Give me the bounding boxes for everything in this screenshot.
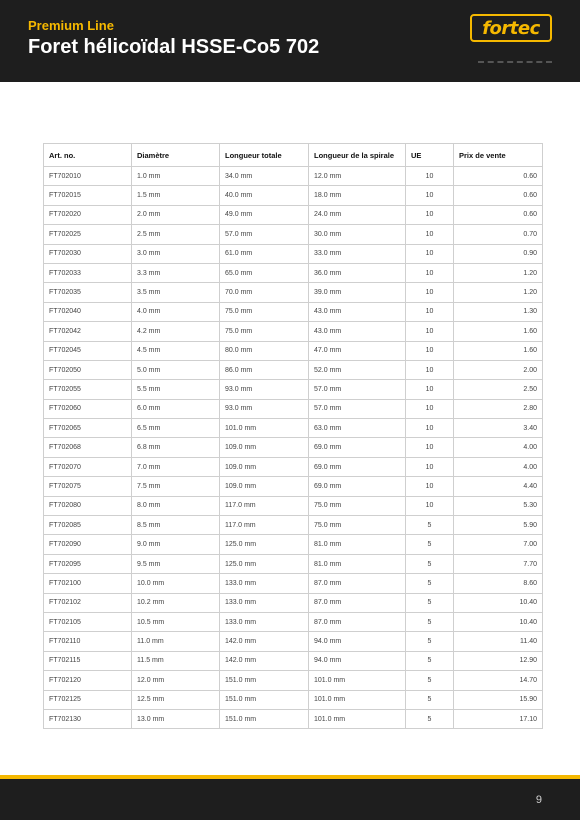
cell-ue: 10 [406, 477, 454, 496]
cell-diameter: 11.5 mm [132, 651, 220, 670]
page-number: 9 [535, 794, 542, 806]
cell-ue: 10 [406, 438, 454, 457]
cell-total-length: 70.0 mm [220, 283, 309, 302]
cell-total-length: 142.0 mm [220, 651, 309, 670]
cell-price: 10.40 [454, 612, 543, 631]
cell-ue: 10 [406, 205, 454, 224]
page-footer [0, 779, 580, 820]
cell-price: 1.20 [454, 263, 543, 282]
table-row [44, 399, 543, 418]
table-row [44, 186, 543, 205]
cell-flute-length: 47.0 mm [309, 341, 406, 360]
table-row [44, 341, 543, 360]
brand-logo: fortec [470, 14, 552, 42]
cell-flute-length: 43.0 mm [309, 302, 406, 321]
cell-art-no: FT702080 [44, 496, 132, 515]
cell-art-no: FT702075 [44, 477, 132, 496]
cell-flute-length: 12.0 mm [309, 167, 406, 186]
cell-price: 0.90 [454, 244, 543, 263]
cell-price: 17.10 [454, 709, 543, 728]
cell-price: 1.30 [454, 302, 543, 321]
cell-diameter: 9.0 mm [132, 535, 220, 554]
cell-total-length: 80.0 mm [220, 341, 309, 360]
cell-flute-length: 101.0 mm [309, 671, 406, 690]
cell-flute-length: 75.0 mm [309, 516, 406, 535]
cell-diameter: 1.0 mm [132, 167, 220, 186]
cell-diameter: 3.3 mm [132, 263, 220, 282]
cell-total-length: 117.0 mm [220, 496, 309, 515]
cell-diameter: 13.0 mm [132, 709, 220, 728]
cell-diameter: 12.0 mm [132, 671, 220, 690]
table-row [44, 516, 543, 535]
table-row [44, 574, 543, 593]
cell-art-no: FT702025 [44, 225, 132, 244]
cell-diameter: 4.0 mm [132, 302, 220, 321]
cell-ue: 10 [406, 341, 454, 360]
table-row [44, 380, 543, 399]
cell-ue: 10 [406, 302, 454, 321]
column-header-diameter: Diamètre [132, 144, 220, 167]
cell-price: 1.20 [454, 283, 543, 302]
cell-price: 15.90 [454, 690, 543, 709]
cell-ue: 10 [406, 380, 454, 399]
cell-price: 0.70 [454, 225, 543, 244]
cell-art-no: FT702060 [44, 399, 132, 418]
cell-diameter: 11.0 mm [132, 632, 220, 651]
cell-ue: 5 [406, 651, 454, 670]
price-table [43, 143, 543, 729]
table-row [44, 360, 543, 379]
logo-underline-decoration [478, 61, 552, 65]
cell-flute-length: 24.0 mm [309, 205, 406, 224]
cell-diameter: 7.0 mm [132, 457, 220, 476]
cell-flute-length: 75.0 mm [309, 496, 406, 515]
cell-price: 4.00 [454, 457, 543, 476]
table-row [44, 438, 543, 457]
table-row [44, 477, 543, 496]
cell-total-length: 34.0 mm [220, 167, 309, 186]
cell-flute-length: 30.0 mm [309, 225, 406, 244]
cell-diameter: 4.2 mm [132, 322, 220, 341]
cell-art-no: FT702102 [44, 593, 132, 612]
cell-ue: 10 [406, 399, 454, 418]
cell-diameter: 12.5 mm [132, 690, 220, 709]
table-row [44, 593, 543, 612]
cell-ue: 10 [406, 186, 454, 205]
cell-price: 1.60 [454, 322, 543, 341]
cell-flute-length: 101.0 mm [309, 690, 406, 709]
column-header-price: Prix de vente [454, 144, 543, 167]
cell-diameter: 6.8 mm [132, 438, 220, 457]
cell-price: 4.40 [454, 477, 543, 496]
table-row [44, 612, 543, 631]
cell-flute-length: 57.0 mm [309, 399, 406, 418]
cell-flute-length: 87.0 mm [309, 593, 406, 612]
cell-diameter: 9.5 mm [132, 554, 220, 573]
table-row [44, 632, 543, 651]
cell-ue: 5 [406, 612, 454, 631]
cell-flute-length: 81.0 mm [309, 535, 406, 554]
cell-price: 7.00 [454, 535, 543, 554]
cell-flute-length: 81.0 mm [309, 554, 406, 573]
cell-diameter: 3.0 mm [132, 244, 220, 263]
cell-total-length: 75.0 mm [220, 322, 309, 341]
cell-art-no: FT702065 [44, 419, 132, 438]
cell-total-length: 40.0 mm [220, 186, 309, 205]
cell-art-no: FT702015 [44, 186, 132, 205]
cell-price: 14.70 [454, 671, 543, 690]
cell-diameter: 6.5 mm [132, 419, 220, 438]
table-body [44, 167, 543, 729]
cell-flute-length: 101.0 mm [309, 709, 406, 728]
cell-art-no: FT702085 [44, 516, 132, 535]
table-row [44, 263, 543, 282]
cell-total-length: 93.0 mm [220, 380, 309, 399]
cell-total-length: 133.0 mm [220, 593, 309, 612]
cell-flute-length: 63.0 mm [309, 419, 406, 438]
table-row [44, 671, 543, 690]
cell-diameter: 7.5 mm [132, 477, 220, 496]
cell-art-no: FT702125 [44, 690, 132, 709]
cell-ue: 10 [406, 419, 454, 438]
cell-diameter: 8.0 mm [132, 496, 220, 515]
cell-diameter: 10.5 mm [132, 612, 220, 631]
cell-total-length: 49.0 mm [220, 205, 309, 224]
cell-price: 4.00 [454, 438, 543, 457]
cell-total-length: 93.0 mm [220, 399, 309, 418]
cell-ue: 5 [406, 671, 454, 690]
cell-ue: 5 [406, 690, 454, 709]
cell-art-no: FT702115 [44, 651, 132, 670]
product-line-label: Premium Line [28, 18, 114, 33]
table-row [44, 167, 543, 186]
cell-ue: 5 [406, 535, 454, 554]
table-row [44, 496, 543, 515]
cell-ue: 5 [406, 574, 454, 593]
cell-ue: 10 [406, 244, 454, 263]
cell-art-no: FT702040 [44, 302, 132, 321]
cell-ue: 10 [406, 496, 454, 515]
cell-art-no: FT702050 [44, 360, 132, 379]
table-row [44, 205, 543, 224]
cell-ue: 5 [406, 709, 454, 728]
cell-price: 2.50 [454, 380, 543, 399]
cell-price: 11.40 [454, 632, 543, 651]
column-header-ue: UE [406, 144, 454, 167]
cell-ue: 10 [406, 263, 454, 282]
table-header-row [44, 144, 543, 167]
cell-diameter: 2.0 mm [132, 205, 220, 224]
page-header [0, 0, 580, 82]
cell-flute-length: 87.0 mm [309, 612, 406, 631]
cell-art-no: FT702068 [44, 438, 132, 457]
cell-diameter: 4.5 mm [132, 341, 220, 360]
cell-flute-length: 18.0 mm [309, 186, 406, 205]
cell-total-length: 109.0 mm [220, 457, 309, 476]
cell-price: 8.60 [454, 574, 543, 593]
cell-flute-length: 33.0 mm [309, 244, 406, 263]
cell-diameter: 10.2 mm [132, 593, 220, 612]
table-row [44, 709, 543, 728]
cell-total-length: 57.0 mm [220, 225, 309, 244]
cell-total-length: 133.0 mm [220, 574, 309, 593]
cell-ue: 5 [406, 554, 454, 573]
cell-diameter: 6.0 mm [132, 399, 220, 418]
cell-total-length: 125.0 mm [220, 554, 309, 573]
cell-diameter: 1.5 mm [132, 186, 220, 205]
cell-art-no: FT702120 [44, 671, 132, 690]
cell-total-length: 61.0 mm [220, 244, 309, 263]
column-header-total-length: Longueur totale [220, 144, 309, 167]
cell-flute-length: 36.0 mm [309, 263, 406, 282]
cell-flute-length: 69.0 mm [309, 477, 406, 496]
cell-total-length: 86.0 mm [220, 360, 309, 379]
table-row [44, 322, 543, 341]
page-title: Foret hélicoïdal HSSE-Co5 702 [28, 36, 320, 58]
cell-art-no: FT702095 [44, 554, 132, 573]
table-row [44, 457, 543, 476]
cell-ue: 10 [406, 283, 454, 302]
cell-total-length: 75.0 mm [220, 302, 309, 321]
cell-diameter: 2.5 mm [132, 225, 220, 244]
cell-art-no: FT702070 [44, 457, 132, 476]
cell-diameter: 3.5 mm [132, 283, 220, 302]
table-row [44, 554, 543, 573]
cell-flute-length: 43.0 mm [309, 322, 406, 341]
table-row [44, 225, 543, 244]
cell-price: 5.90 [454, 516, 543, 535]
table-row [44, 535, 543, 554]
cell-total-length: 65.0 mm [220, 263, 309, 282]
cell-flute-length: 69.0 mm [309, 457, 406, 476]
cell-total-length: 109.0 mm [220, 438, 309, 457]
cell-total-length: 151.0 mm [220, 709, 309, 728]
cell-total-length: 125.0 mm [220, 535, 309, 554]
table-row [44, 244, 543, 263]
cell-flute-length: 57.0 mm [309, 380, 406, 399]
cell-art-no: FT702130 [44, 709, 132, 728]
table-row [44, 419, 543, 438]
cell-price: 2.00 [454, 360, 543, 379]
cell-art-no: FT702110 [44, 632, 132, 651]
cell-price: 1.60 [454, 341, 543, 360]
cell-art-no: FT702055 [44, 380, 132, 399]
cell-total-length: 109.0 mm [220, 477, 309, 496]
column-header-flute-length: Longueur de la spirale [309, 144, 406, 167]
cell-total-length: 142.0 mm [220, 632, 309, 651]
cell-art-no: FT702030 [44, 244, 132, 263]
cell-price: 0.60 [454, 186, 543, 205]
cell-diameter: 8.5 mm [132, 516, 220, 535]
cell-price: 5.30 [454, 496, 543, 515]
cell-diameter: 5.5 mm [132, 380, 220, 399]
cell-price: 3.40 [454, 419, 543, 438]
cell-ue: 5 [406, 516, 454, 535]
cell-total-length: 117.0 mm [220, 516, 309, 535]
cell-total-length: 133.0 mm [220, 612, 309, 631]
cell-ue: 5 [406, 632, 454, 651]
cell-ue: 10 [406, 360, 454, 379]
cell-art-no: FT702090 [44, 535, 132, 554]
cell-flute-length: 94.0 mm [309, 632, 406, 651]
column-header-art-no: Art. no. [44, 144, 132, 167]
cell-art-no: FT702033 [44, 263, 132, 282]
cell-price: 10.40 [454, 593, 543, 612]
cell-flute-length: 39.0 mm [309, 283, 406, 302]
cell-art-no: FT702042 [44, 322, 132, 341]
cell-art-no: FT702020 [44, 205, 132, 224]
cell-art-no: FT702035 [44, 283, 132, 302]
cell-art-no: FT702105 [44, 612, 132, 631]
cell-ue: 10 [406, 225, 454, 244]
cell-total-length: 101.0 mm [220, 419, 309, 438]
cell-art-no: FT702100 [44, 574, 132, 593]
table-row [44, 690, 543, 709]
cell-price: 7.70 [454, 554, 543, 573]
cell-ue: 10 [406, 167, 454, 186]
cell-total-length: 151.0 mm [220, 671, 309, 690]
cell-flute-length: 94.0 mm [309, 651, 406, 670]
table-row [44, 302, 543, 321]
cell-art-no: FT702045 [44, 341, 132, 360]
cell-total-length: 151.0 mm [220, 690, 309, 709]
cell-flute-length: 69.0 mm [309, 438, 406, 457]
cell-price: 12.90 [454, 651, 543, 670]
cell-flute-length: 87.0 mm [309, 574, 406, 593]
cell-art-no: FT702010 [44, 167, 132, 186]
cell-ue: 10 [406, 322, 454, 341]
cell-price: 0.60 [454, 205, 543, 224]
cell-price: 2.80 [454, 399, 543, 418]
cell-diameter: 10.0 mm [132, 574, 220, 593]
cell-ue: 5 [406, 593, 454, 612]
cell-flute-length: 52.0 mm [309, 360, 406, 379]
cell-ue: 10 [406, 457, 454, 476]
cell-price: 0.60 [454, 167, 543, 186]
table-row [44, 283, 543, 302]
cell-diameter: 5.0 mm [132, 360, 220, 379]
table-row [44, 651, 543, 670]
